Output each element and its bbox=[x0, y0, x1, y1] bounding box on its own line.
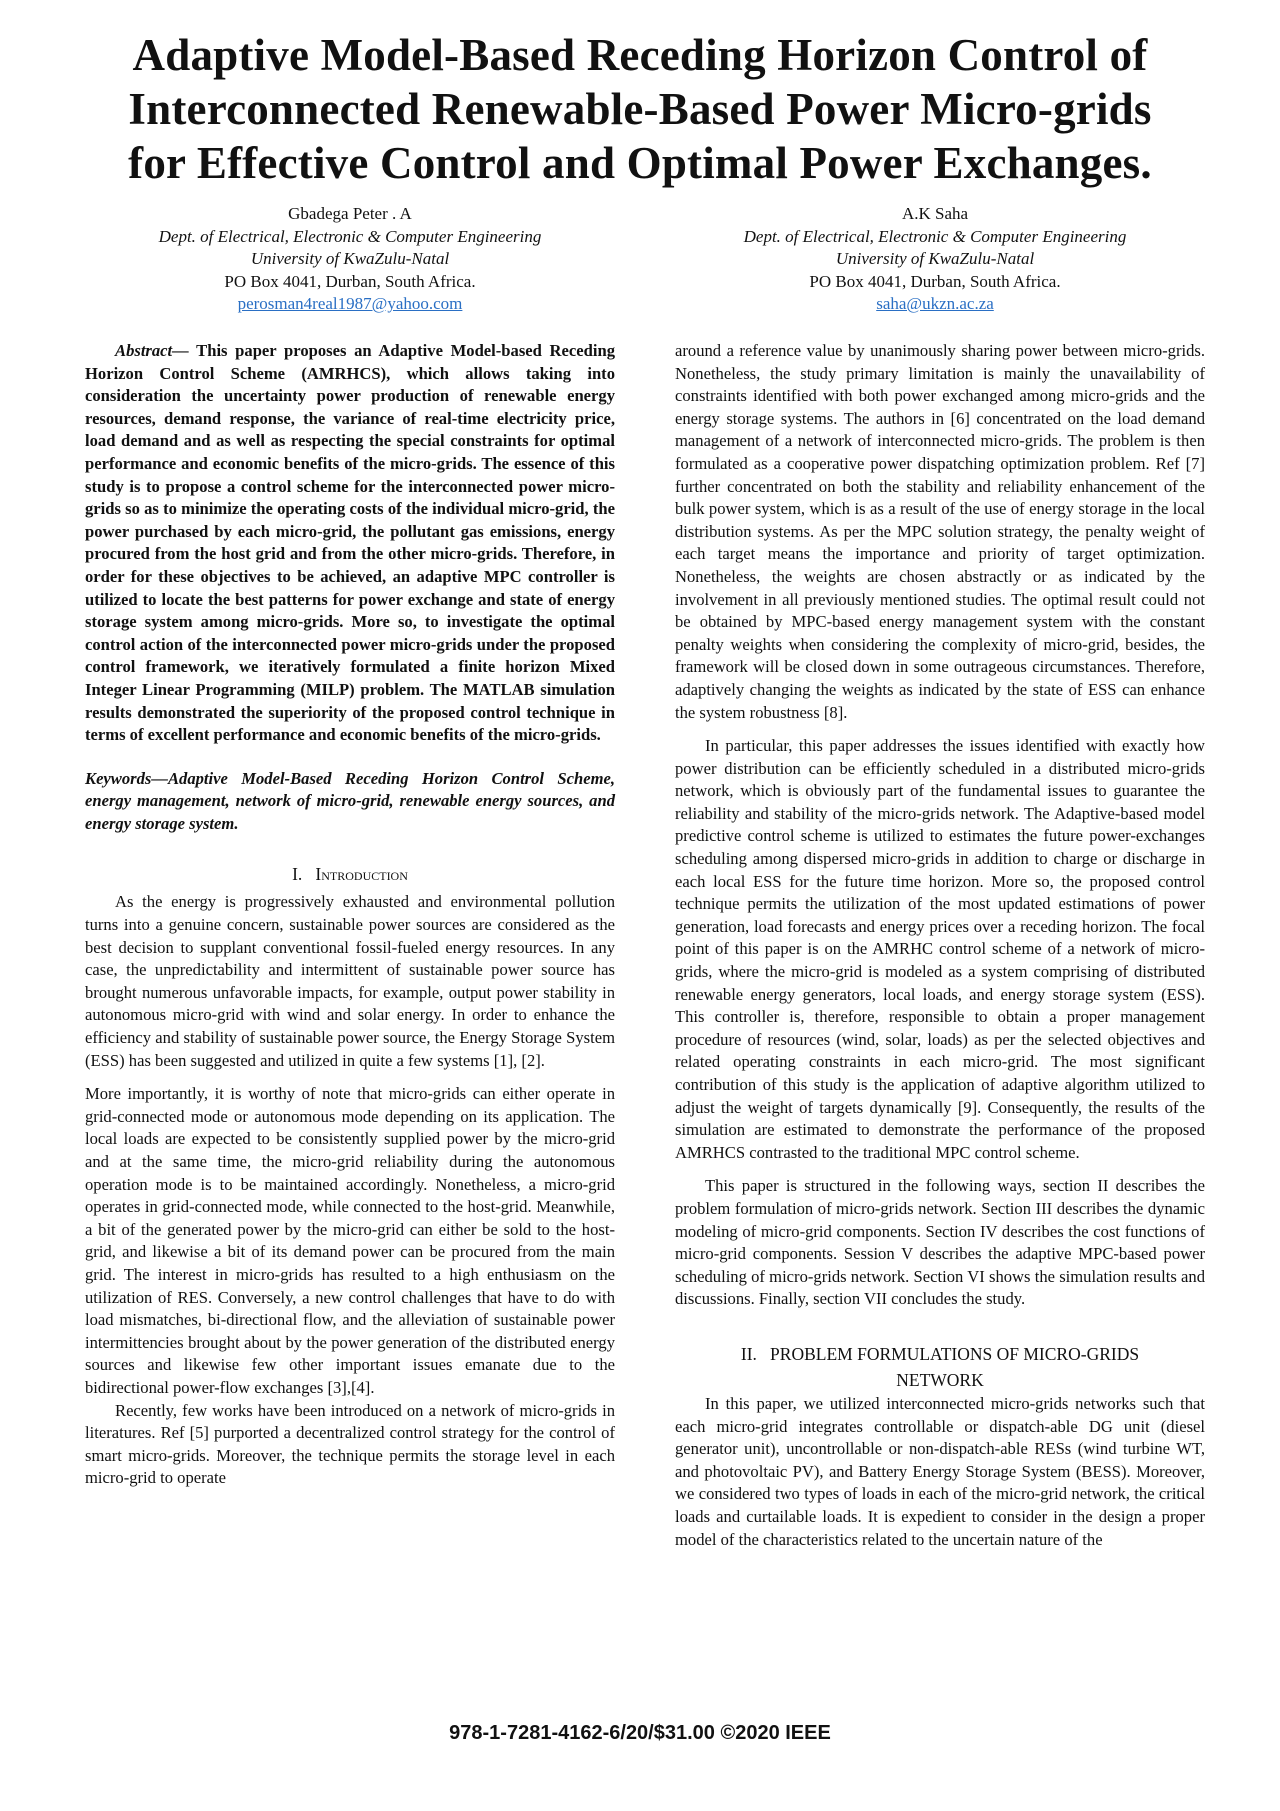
author-block-2 bbox=[675, 203, 1195, 316]
author-block-1 bbox=[90, 203, 610, 316]
paragraph: In this paper, we utilized interconnected micro-grids networks such that each micro-grid integrates controllable or dispatch-able DG unit (diesel generator unit), uncontrollable or non-dispatch-able RESs (wind turbine WT, and photovoltaic PV), and Battery Energy Storage System (BESS). Moreover, we considered two types of loads in each of the micro-grid network, the critical loads and curtailable loads. It is expedient to consider in the design a proper model of the characteristics related to the uncertain nature of the bbox=[675, 1393, 1205, 1549]
keywords-text: Adaptive Model-Based Receding Horizon Control Scheme, energy management, network of micro-grid, renewable energy sources, and energy storage system. bbox=[85, 768, 615, 833]
right-column bbox=[675, 340, 1205, 1551]
author-name: A.K Saha bbox=[901, 204, 969, 223]
author-university: University of KwaZulu-Natal bbox=[250, 249, 450, 268]
abstract-text: This paper proposes an Adaptive Model-based Receding Horizon Control Scheme (AMRHCS), which allows taking into consideration the uncertainty power production of renewable energy resources, demand response, the variance of real-time electricity price, load demand and as well as respecting the special constraints for optimal performance and economic benefits of the micro-grids. The essence of this study is to propose a control scheme for the interconnected power micro-grids so as to minimize the operating costs of the individual micro-grid, the power purchased by each micro-grid, the pollutant gas emissions, energy procured from the host grid and from the other micro-grids. Therefore, in order for these objectives to be achieved, an adaptive MPC controller is utilized to locate the best patterns for power exchange and state of energy storage system among micro-grids. More so, to investigate the optimal control action of the interconnected power micro-grids under the proposed control framework, we iteratively formulated a finite horizon Mixed Integer Linear Programming (MILP) problem. The MATLAB simulation results demonstrated the superiority of the proposed control technique in terms of excellent performance and economic benefits of the micro-grids. bbox=[85, 341, 615, 745]
title-line: Adaptive Model-Based Receding Horizon Control of bbox=[132, 30, 1148, 80]
author-dept: Dept. of Electrical, Electronic & Computer Engineering bbox=[158, 226, 542, 246]
paragraph: around a reference value by unanimously sharing power between micro-grids. Nonetheless, the study primary limitation is mainly the unavailability of constraints identified with both power exchanged among micro-grids and the energy storage systems. The authors in [6] concentrated on the load demand management of a network of interconnected micro-grids. The problem is then formulated as a cooperative power dispatching optimization problem. Ref [7] further concentrated on both the stability and reliability enhancement of the bulk power system, which is as a result of the use of energy storage in the local distribution systems. As per the MPC solution strategy, the penalty weight of each target means the importance and priority of target optimization. Nonetheless, the weights are chosen abstractly or as indicated by the involvement in all previously mentioned studies. The optimal result could not be obtained by MPC-based energy management system with the constant penalty weights when considering the complexity of micro-grid, besides, the framework will be closed down in some outrageous circumstances. Therefore, adaptively changing the weights as indicated by the state of ESS can enhance the system robustness [8]. bbox=[675, 341, 1205, 722]
author-address: PO Box 4041, Durban, South Africa. bbox=[809, 271, 1061, 291]
left-column bbox=[85, 340, 615, 1490]
abstract-label: Abstract— bbox=[115, 341, 189, 360]
section-title: Introduction bbox=[315, 864, 408, 885]
paragraph: Recently, few works have been introduced on a network of micro-grids in literatures. Ref [5] purported a decentralized control strategy for the control of smart micro-grids. Moreover, the technique permits the storage level in each micro-grid to operate bbox=[85, 1400, 615, 1488]
keywords-label: Keywords— bbox=[85, 768, 168, 788]
title-line: for Effective Control and Optimal Power Exchanges. bbox=[128, 138, 1152, 188]
title-line: Interconnected Renewable-Based Power Micro-grids bbox=[128, 84, 1152, 134]
author-dept: Dept. of Electrical, Electronic & Computer Engineering bbox=[743, 226, 1127, 246]
copyright-footer: 978-1-7281-4162-6/20/$31.00 ©2020 IEEE bbox=[449, 1722, 831, 1744]
paragraph: More importantly, it is worthy of note that micro-grids can either operate in grid-connected mode or autonomous mode depending on its application. The local loads are expected to be consistently supplied power by the micro-grid and at the same time, the micro-grid reliability during the autonomous operation mode is to be maintained accordingly. Nonetheless, a micro-grid operates in grid-connected mode, while connected to the host-grid. Meanwhile, a bit of the generated power by the micro-grid can either be sold to the host-grid, and likewise a bit of its demand power can be procured from the main grid. The interest in micro-grids has resulted to a high enthusiasm on the utilization of RES. Conversely, a new control challenges that have to do with load mismatches, bi-directional flow, and the alleviation of sustainable power intermittencies brought about by the power generation of the distributed energy sources and likewise few other important issues emanate due to the bidirectional power-flow exchanges [3],[4]. bbox=[85, 1084, 615, 1397]
author-email-link[interactable]: saha@ukzn.ac.za bbox=[876, 294, 994, 313]
author-university: University of KwaZulu-Natal bbox=[835, 249, 1035, 268]
paragraph: As the energy is progressively exhausted and environmental pollution turns into a genuine concern, sustainable power sources are considered as the best decision to supplant conventional fossil-fueled energy resources. In any case, the unpredictability and intermittent of sustainable power source has brought numerous unfavorable impacts, for example, output power stability in autonomous micro-grid with wind and solar energy. In order to enhance the efficiency and stability of sustainable power source, the Energy Storage System (ESS) has been suggested and utilized in quite a few systems [1], [2]. bbox=[85, 892, 615, 1070]
section-number: I. bbox=[292, 864, 303, 885]
paragraph: In particular, this paper addresses the issues identified with exactly how power distribution can be efficiently scheduled in a distributed micro-grids network, which is obviously part of the fundamental issues to guarantee the reliability and stability of the micro-grids network. The Adaptive-based model predictive control scheme is utilized to estimates the future power-exchanges scheduling among dispersed micro-grids in addition to charge or discharge in each local ESS for the future time horizon. More so, the proposed control technique permits the utilization of the most updated estimations of power generation, load forecasts and energy prices over a receding horizon. The focal point of this paper is on the AMRHC control scheme of a network of micro-grids, where the micro-grid is modeled as a system comprising of distributed renewable energy generators, local loads, and energy storage system (ESS). This controller is, therefore, responsible to obtain a proper management procedure of resources (wind, solar, loads) as per the selected objectives and related operating constraints in each micro-grid. The most significant contribution of this study is the application of adaptive algorithm utilized to adjust the weight of targets dynamically [9]. Consequently, the results of the simulation are estimated to demonstrate the performance of the proposed AMRHCS contrasted to the traditional MPC control scheme. bbox=[675, 736, 1205, 1162]
author-address: PO Box 4041, Durban, South Africa. bbox=[224, 271, 476, 291]
abstract bbox=[85, 340, 615, 747]
section-title: NETWORK bbox=[896, 1369, 984, 1390]
section-heading-problem-formulation bbox=[675, 1341, 1205, 1393]
section-heading-introduction bbox=[85, 861, 615, 887]
section-title: II. PROBLEM FORMULATIONS OF MICRO-GRIDS bbox=[740, 1343, 1140, 1364]
author-name: Gbadega Peter . A bbox=[288, 204, 412, 223]
author-email-link[interactable]: perosman4real1987@yahoo.com bbox=[237, 294, 463, 313]
paper-title bbox=[40, 28, 1240, 190]
paragraph: This paper is structured in the following ways, section II describes the problem formulation of micro-grids network. Section III describes the dynamic modeling of micro-grid components. Section IV describes the cost functions of micro-grid components. Session V describes the adaptive MPC-based power scheduling of micro-grids network. Section VI shows the simulation results and discussions. Finally, section VII concludes the study. bbox=[675, 1176, 1205, 1309]
keywords bbox=[85, 768, 615, 836]
